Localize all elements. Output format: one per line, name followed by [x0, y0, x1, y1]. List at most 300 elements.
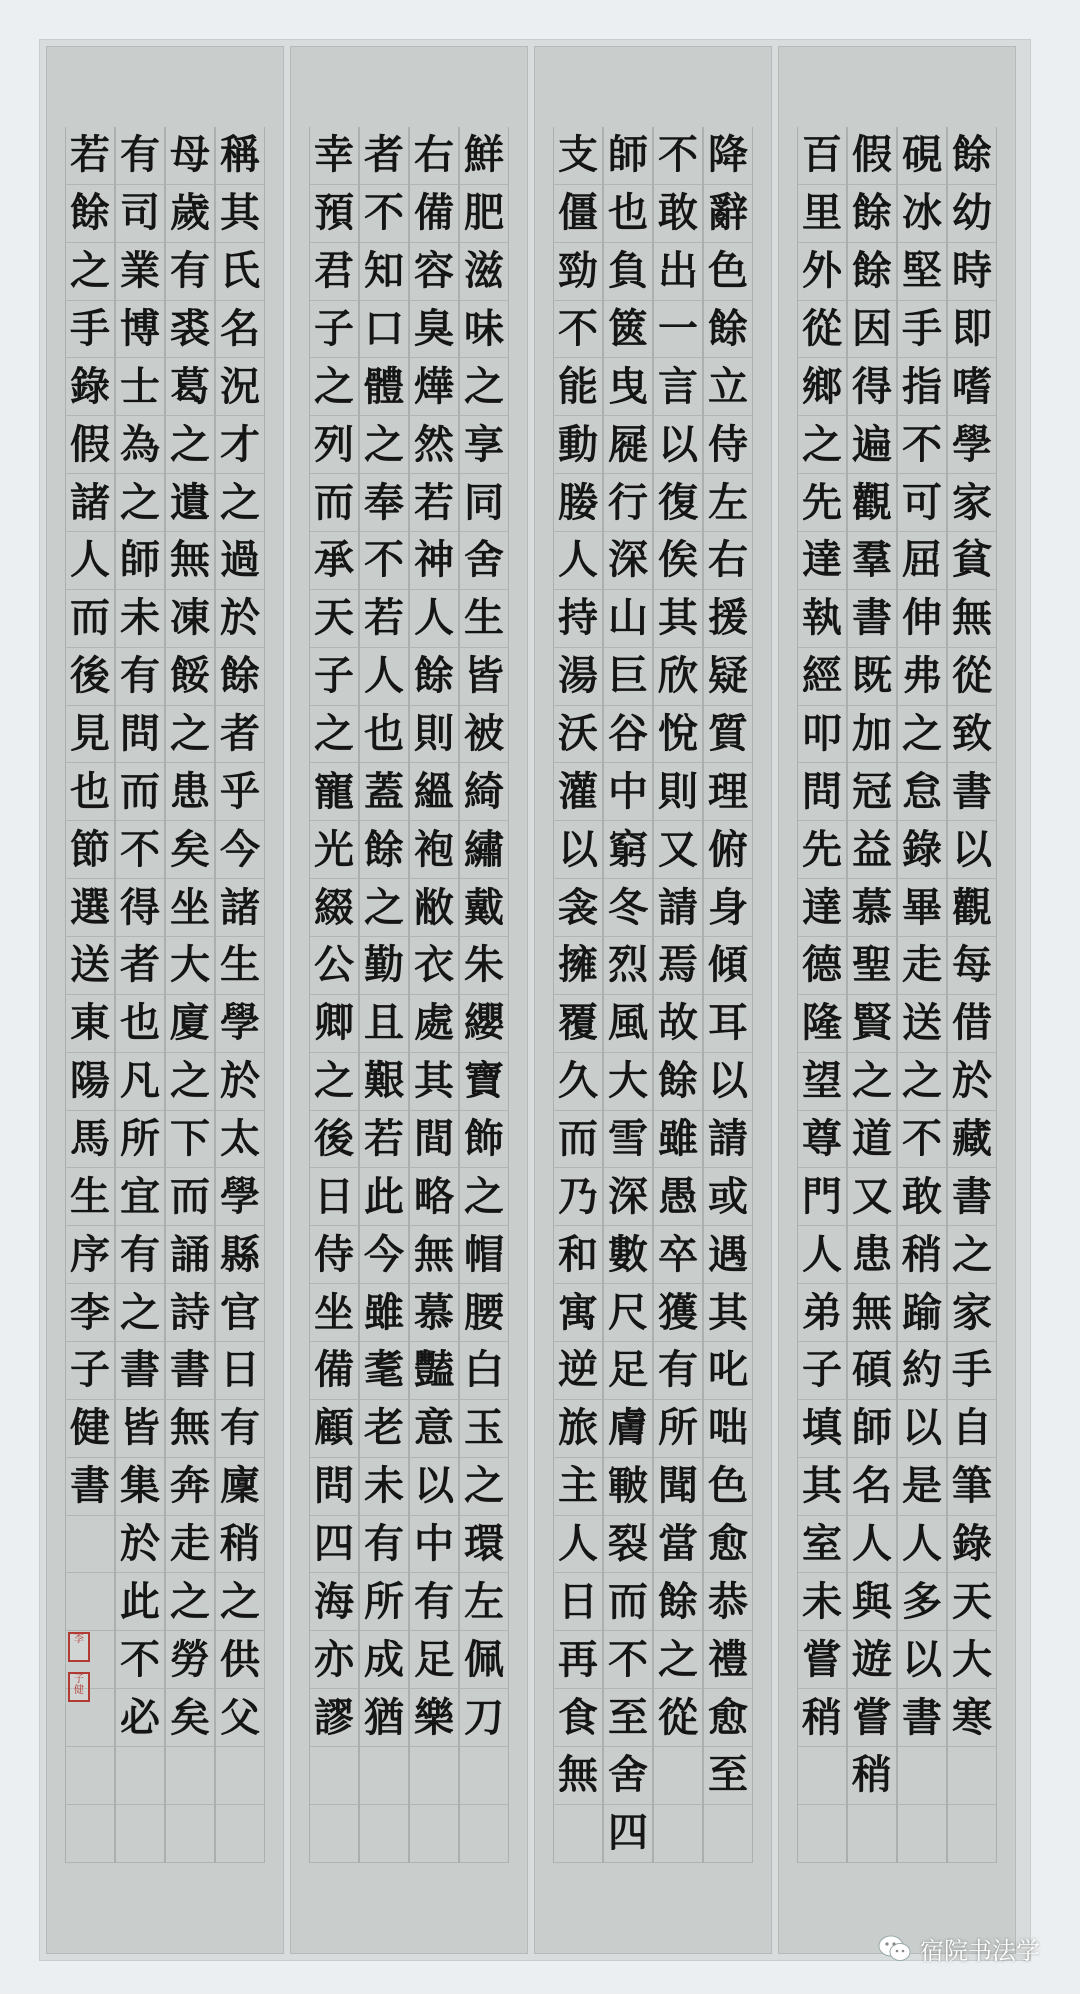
character-cell: 健: [66, 1400, 114, 1458]
character-cell: [66, 1516, 114, 1574]
character-cell: 裘: [166, 301, 214, 359]
character-cell: 矣: [166, 821, 214, 879]
character-cell: 尊: [798, 1111, 846, 1169]
character-cell: 嘗: [848, 1689, 896, 1747]
character-cell: 右: [410, 127, 458, 185]
character-cell: 從: [948, 648, 996, 706]
character-cell: 皆: [460, 648, 508, 706]
character-cell: 若: [66, 127, 114, 185]
character-cell: 弟: [798, 1284, 846, 1342]
character-cell: 味: [460, 301, 508, 359]
character-cell: 父: [216, 1689, 264, 1747]
character-cell: 之: [310, 1053, 358, 1111]
character-cell: 書: [898, 1689, 946, 1747]
character-cell: 餘: [654, 1573, 702, 1631]
character-cell: 者: [116, 937, 164, 995]
character-cell: 名: [848, 1458, 896, 1516]
character-cell: [410, 1805, 458, 1863]
character-cell: 曳: [604, 358, 652, 416]
character-cell: 之: [360, 879, 408, 937]
character-cell: 師: [848, 1400, 896, 1458]
character-cell: 此: [116, 1573, 164, 1631]
character-cell: 綺: [460, 763, 508, 821]
character-cell: 纓: [460, 995, 508, 1053]
character-cell: 預: [310, 185, 358, 243]
character-cell: 書: [116, 1342, 164, 1400]
character-cell: 東: [66, 995, 114, 1053]
character-cell: 從: [654, 1689, 702, 1747]
character-cell: 列: [310, 416, 358, 474]
character-cell: [66, 1747, 114, 1805]
character-cell: 餘: [704, 301, 752, 359]
character-cell: 繡: [460, 821, 508, 879]
character-cell: 又: [848, 1168, 896, 1226]
character-cell: 享: [460, 416, 508, 474]
character-cell: 外: [798, 243, 846, 301]
character-cell: 凍: [166, 590, 214, 648]
character-cell: 一: [654, 301, 702, 359]
text-column: [847, 127, 897, 1863]
character-cell: 稍: [848, 1747, 896, 1805]
character-cell: 者: [216, 706, 264, 764]
character-cell: 道: [848, 1111, 896, 1169]
character-cell: 風: [604, 995, 652, 1053]
character-cell: 有: [654, 1342, 702, 1400]
character-cell: 冬: [604, 879, 652, 937]
character-cell: 侍: [310, 1226, 358, 1284]
character-cell: 餒: [166, 648, 214, 706]
character-cell: 慕: [410, 1284, 458, 1342]
character-cell: 知: [360, 243, 408, 301]
character-cell: 請: [704, 1111, 752, 1169]
character-cell: 學: [216, 1168, 264, 1226]
character-cell: 足: [410, 1631, 458, 1689]
character-cell: 所: [116, 1111, 164, 1169]
character-cell: 戴: [460, 879, 508, 937]
character-cell: 未: [116, 590, 164, 648]
character-cell: 過: [216, 532, 264, 590]
character-cell: 之: [360, 416, 408, 474]
character-cell: 也: [360, 706, 408, 764]
character-cell: 後: [310, 1111, 358, 1169]
character-cell: 耳: [704, 995, 752, 1053]
character-cell: 無: [948, 590, 996, 648]
panel-2: [534, 46, 772, 1954]
character-cell: 業: [116, 243, 164, 301]
panel-1: [778, 46, 1016, 1954]
watermark-text: 宿院书法学: [920, 1937, 1040, 1965]
character-cell: 有: [116, 1226, 164, 1284]
character-cell: 稍: [898, 1226, 946, 1284]
character-cell: 亦: [310, 1631, 358, 1689]
character-cell: [310, 1805, 358, 1863]
character-cell: 日: [216, 1342, 264, 1400]
character-cell: 腰: [460, 1284, 508, 1342]
character-cell: 不: [654, 127, 702, 185]
character-cell: 而: [554, 1111, 602, 1169]
character-cell: 之: [798, 416, 846, 474]
character-cell: 之: [166, 1573, 214, 1631]
character-cell: 於: [216, 590, 264, 648]
character-cell: 以: [898, 1631, 946, 1689]
character-cell: 臭: [410, 301, 458, 359]
character-cell: 李: [66, 1284, 114, 1342]
character-cell: 填: [798, 1400, 846, 1458]
character-cell: 無: [554, 1747, 602, 1805]
character-cell: 才: [216, 416, 264, 474]
character-cell: 皸: [604, 1458, 652, 1516]
character-cell: 裂: [604, 1516, 652, 1574]
character-cell: 衣: [410, 937, 458, 995]
character-cell: 況: [216, 358, 264, 416]
character-cell: 至: [704, 1747, 752, 1805]
character-cell: 餘: [360, 821, 408, 879]
character-cell: 送: [898, 995, 946, 1053]
character-cell: 得: [116, 879, 164, 937]
character-cell: 勁: [554, 243, 602, 301]
character-cell: 無: [166, 532, 214, 590]
character-cell: 有: [116, 127, 164, 185]
character-cell: 海: [310, 1573, 358, 1631]
character-cell: 達: [798, 879, 846, 937]
character-cell: 之: [654, 1631, 702, 1689]
character-cell: 不: [604, 1631, 652, 1689]
character-cell: 從: [798, 301, 846, 359]
character-cell: 動: [554, 416, 602, 474]
character-cell: 人: [848, 1516, 896, 1574]
character-cell: 旅: [554, 1400, 602, 1458]
character-cell: 生: [216, 937, 264, 995]
character-cell: 奔: [166, 1458, 214, 1516]
character-cell: 山: [604, 590, 652, 648]
character-cell: 患: [848, 1226, 896, 1284]
character-cell: 宜: [116, 1168, 164, 1226]
character-cell: 有: [216, 1400, 264, 1458]
character-cell: 左: [704, 474, 752, 532]
character-cell: 母: [166, 127, 214, 185]
text-column: [553, 127, 603, 1863]
character-cell: 皆: [116, 1400, 164, 1458]
character-cell: 僵: [554, 185, 602, 243]
character-cell: 以: [948, 821, 996, 879]
character-cell: 敝: [410, 879, 458, 937]
character-cell: 先: [798, 821, 846, 879]
character-cell: 自: [948, 1400, 996, 1458]
text-column: [65, 127, 115, 1863]
character-cell: 天: [310, 590, 358, 648]
character-cell: 諸: [216, 879, 264, 937]
character-cell: 公: [310, 937, 358, 995]
character-cell: 之: [460, 358, 508, 416]
character-cell: 勤: [360, 937, 408, 995]
character-cell: 也: [604, 185, 652, 243]
character-cell: 請: [654, 879, 702, 937]
character-cell: 猶: [360, 1689, 408, 1747]
character-cell: 無: [166, 1400, 214, 1458]
character-cell: 意: [410, 1400, 458, 1458]
character-cell: [360, 1747, 408, 1805]
character-cell: 之: [460, 1458, 508, 1516]
character-cell: 餘: [948, 127, 996, 185]
character-cell: 德: [798, 937, 846, 995]
character-cell: 光: [310, 821, 358, 879]
character-cell: 愈: [704, 1689, 752, 1747]
character-cell: 遺: [166, 474, 214, 532]
character-cell: 卒: [654, 1226, 702, 1284]
character-cell: [460, 1805, 508, 1863]
scroll-frame: [40, 40, 1030, 1960]
character-cell: 同: [460, 474, 508, 532]
character-cell: 逆: [554, 1342, 602, 1400]
character-cell: 謬: [310, 1689, 358, 1747]
character-cell: 錄: [948, 1516, 996, 1574]
character-cell: 致: [948, 706, 996, 764]
character-cell: 樂: [410, 1689, 458, 1747]
character-cell: 未: [360, 1458, 408, 1516]
character-cell: 不: [116, 1631, 164, 1689]
character-cell: 獲: [654, 1284, 702, 1342]
character-cell: 博: [116, 301, 164, 359]
character-cell: 四: [310, 1516, 358, 1574]
character-cell: 里: [798, 185, 846, 243]
text-column: [797, 127, 847, 1863]
character-cell: 此: [360, 1168, 408, 1226]
character-cell: 寶: [460, 1053, 508, 1111]
character-cell: 廈: [166, 995, 214, 1053]
character-cell: [166, 1805, 214, 1863]
character-cell: 被: [460, 706, 508, 764]
character-cell: 葛: [166, 358, 214, 416]
character-cell: 環: [460, 1516, 508, 1574]
character-cell: 中: [604, 763, 652, 821]
character-cell: 色: [704, 1458, 752, 1516]
character-cell: 門: [798, 1168, 846, 1226]
character-cell: 遊: [848, 1631, 896, 1689]
character-cell: 而: [604, 1573, 652, 1631]
character-cell: 問: [116, 706, 164, 764]
character-cell: 堅: [898, 243, 946, 301]
character-cell: 卿: [310, 995, 358, 1053]
character-cell: 降: [704, 127, 752, 185]
character-cell: [216, 1747, 264, 1805]
character-cell: 弗: [898, 648, 946, 706]
character-cell: 冰: [898, 185, 946, 243]
character-cell: 承: [310, 532, 358, 590]
character-cell: 其: [704, 1284, 752, 1342]
character-cell: 而: [310, 474, 358, 532]
character-cell: 子: [310, 648, 358, 706]
character-cell: 也: [116, 995, 164, 1053]
text-column: [603, 127, 653, 1863]
character-cell: 餘: [654, 1053, 702, 1111]
character-cell: 俯: [704, 821, 752, 879]
character-cell: 體: [360, 358, 408, 416]
character-cell: 也: [66, 763, 114, 821]
character-cell: 復: [654, 474, 702, 532]
character-cell: 於: [216, 1053, 264, 1111]
character-cell: 詩: [166, 1284, 214, 1342]
character-cell: 愚: [654, 1168, 702, 1226]
character-cell: [798, 1747, 846, 1805]
character-cell: 子: [66, 1342, 114, 1400]
character-cell: 雪: [604, 1111, 652, 1169]
text-column: [165, 127, 215, 1863]
text-column: [309, 127, 359, 1863]
character-cell: 益: [848, 821, 896, 879]
character-cell: 之: [216, 1573, 264, 1631]
character-cell: 之: [948, 1226, 996, 1284]
character-cell: 賢: [848, 995, 896, 1053]
character-cell: [898, 1805, 946, 1863]
character-cell: 先: [798, 474, 846, 532]
character-cell: [798, 1805, 846, 1863]
character-cell: 學: [216, 995, 264, 1053]
character-cell: 恭: [704, 1573, 752, 1631]
character-cell: 以: [410, 1458, 458, 1516]
character-cell: 持: [554, 590, 602, 648]
character-cell: 故: [654, 995, 702, 1053]
character-cell: 為: [116, 416, 164, 474]
character-cell: 不: [360, 185, 408, 243]
character-cell: 滋: [460, 243, 508, 301]
character-cell: 師: [604, 127, 652, 185]
character-cell: 衾: [554, 879, 602, 937]
character-cell: 不: [116, 821, 164, 879]
character-cell: [554, 1805, 602, 1863]
character-cell: 援: [704, 590, 752, 648]
character-cell: 媵: [554, 474, 602, 532]
character-cell: 則: [654, 763, 702, 821]
character-cell: 焉: [654, 937, 702, 995]
character-cell: 成: [360, 1631, 408, 1689]
character-cell: 袍: [410, 821, 458, 879]
character-cell: 四: [604, 1805, 652, 1863]
character-cell: 屈: [898, 532, 946, 590]
character-cell: 若: [410, 474, 458, 532]
character-cell: 侍: [704, 416, 752, 474]
character-cell: 之: [66, 243, 114, 301]
character-cell: 色: [704, 243, 752, 301]
character-cell: 與: [848, 1573, 896, 1631]
character-cell: 誦: [166, 1226, 214, 1284]
character-cell: 白: [460, 1342, 508, 1400]
character-cell: 而: [116, 763, 164, 821]
character-cell: 而: [166, 1168, 214, 1226]
character-cell: 日: [310, 1168, 358, 1226]
character-cell: 幸: [310, 127, 358, 185]
character-cell: 老: [360, 1400, 408, 1458]
character-cell: 每: [948, 937, 996, 995]
character-cell: 無: [410, 1226, 458, 1284]
character-cell: 筆: [948, 1458, 996, 1516]
character-cell: 窮: [604, 821, 652, 879]
character-cell: 餘: [410, 648, 458, 706]
text-column: [897, 127, 947, 1863]
character-cell: [360, 1805, 408, 1863]
character-cell: 天: [948, 1573, 996, 1631]
character-cell: 禮: [704, 1631, 752, 1689]
text-column: [359, 127, 409, 1863]
character-cell: 悅: [654, 706, 702, 764]
character-cell: 乃: [554, 1168, 602, 1226]
character-cell: 蓋: [360, 763, 408, 821]
character-cell: 供: [216, 1631, 264, 1689]
character-cell: 所: [360, 1573, 408, 1631]
wechat-icon: [878, 1935, 912, 1963]
character-cell: 今: [216, 821, 264, 879]
panel-grid: [65, 127, 265, 1863]
character-cell: 諸: [66, 474, 114, 532]
character-cell: 灌: [554, 763, 602, 821]
character-cell: 氏: [216, 243, 264, 301]
character-cell: 當: [654, 1516, 702, 1574]
character-cell: 耄: [360, 1342, 408, 1400]
character-cell: 右: [704, 532, 752, 590]
character-cell: 畢: [898, 879, 946, 937]
character-cell: 廩: [216, 1458, 264, 1516]
character-cell: [116, 1747, 164, 1805]
character-cell: 又: [654, 821, 702, 879]
character-cell: [66, 1573, 114, 1631]
character-cell: 於: [116, 1516, 164, 1574]
character-cell: 膚: [604, 1400, 652, 1458]
character-cell: 豔: [410, 1342, 458, 1400]
character-cell: 今: [360, 1226, 408, 1284]
character-cell: 生: [460, 590, 508, 648]
character-cell: 之: [166, 1053, 214, 1111]
character-cell: 人: [410, 590, 458, 648]
character-cell: [654, 1747, 702, 1805]
panel-4: [46, 46, 284, 1954]
character-cell: 深: [604, 1168, 652, 1226]
character-cell: 日: [554, 1573, 602, 1631]
character-cell: 之: [898, 1053, 946, 1111]
character-cell: 生: [66, 1168, 114, 1226]
character-cell: 擁: [554, 937, 602, 995]
character-cell: 寒: [948, 1689, 996, 1747]
character-cell: 略: [410, 1168, 458, 1226]
character-cell: 嘗: [798, 1631, 846, 1689]
character-cell: 數: [604, 1226, 652, 1284]
character-cell: 而: [66, 590, 114, 648]
character-cell: 士: [116, 358, 164, 416]
character-cell: 嗜: [948, 358, 996, 416]
character-cell: 人: [554, 532, 602, 590]
character-cell: 傾: [704, 937, 752, 995]
character-cell: 其: [410, 1053, 458, 1111]
character-cell: 多: [898, 1573, 946, 1631]
character-cell: 身: [704, 879, 752, 937]
character-cell: 問: [798, 763, 846, 821]
character-cell: 雖: [360, 1284, 408, 1342]
panel-3: [290, 46, 528, 1954]
character-cell: 太: [216, 1111, 264, 1169]
character-cell: 遇: [704, 1226, 752, 1284]
character-cell: 鮮: [460, 127, 508, 185]
character-cell: 序: [66, 1226, 114, 1284]
character-cell: 書: [848, 590, 896, 648]
character-cell: 可: [898, 474, 946, 532]
character-cell: 名: [216, 301, 264, 359]
character-cell: 有: [410, 1573, 458, 1631]
character-cell: 稍: [216, 1516, 264, 1574]
character-cell: 寵: [310, 763, 358, 821]
character-cell: 飾: [460, 1111, 508, 1169]
character-cell: [166, 1747, 214, 1805]
character-cell: 負: [604, 243, 652, 301]
character-cell: 大: [948, 1631, 996, 1689]
character-cell: 燁: [410, 358, 458, 416]
